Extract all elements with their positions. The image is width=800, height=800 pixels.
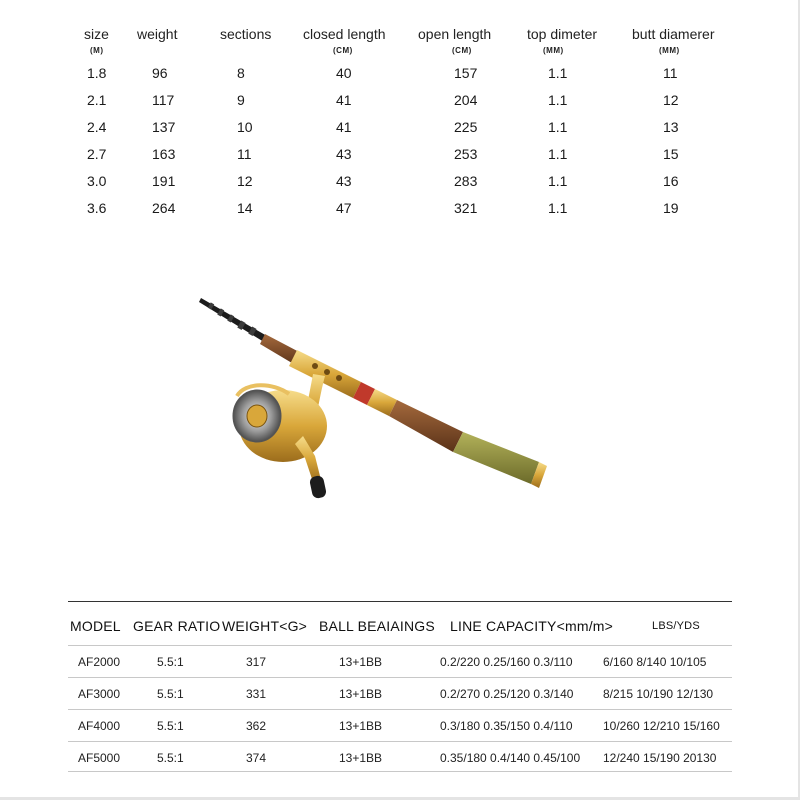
- cell-gear-ratio: 5.5:1: [157, 719, 184, 733]
- cell-closed-length: 43: [336, 146, 352, 162]
- cell-line-capacity: 0.2/220 0.25/160 0.3/110: [440, 655, 573, 669]
- cell-top-diameter: 1.1: [548, 65, 568, 81]
- cell-weight: 96: [152, 65, 168, 81]
- cell-sections: 12: [237, 173, 253, 189]
- header-weight: weight: [137, 26, 178, 42]
- cell-butt-diameter: 13: [663, 119, 679, 135]
- cell-ball-bearings: 13+1BB: [339, 687, 383, 701]
- cell-weight: 331: [246, 687, 267, 701]
- cell-butt-diameter: 19: [663, 200, 679, 216]
- row-divider: [68, 677, 732, 678]
- cell-size: 2.1: [87, 92, 107, 108]
- cell-sections: 10: [237, 119, 253, 135]
- table-row: [0, 65, 800, 85]
- cell-gear-ratio: 5.5:1: [157, 655, 184, 669]
- cell-size: 2.4: [87, 119, 107, 135]
- cell-closed-length: 43: [336, 173, 352, 189]
- header-line-capacity: LINE CAPACITY<mm/m>: [450, 618, 614, 634]
- table-row: [0, 719, 800, 735]
- cell-gear-ratio: 5.5:1: [157, 687, 184, 701]
- header-ball-bearings: BALL BEAIAINGS: [319, 618, 435, 634]
- cell-size: 2.7: [87, 146, 107, 162]
- reel-seat: [289, 350, 361, 398]
- cell-model: AF4000: [78, 719, 121, 733]
- header-gear-ratio: GEAR RATIO: [133, 618, 221, 634]
- table-row: [0, 687, 800, 703]
- cell-top-diameter: 1.1: [548, 146, 568, 162]
- cell-ball-bearings: 13+1BB: [339, 655, 383, 669]
- table-top-rule: [68, 601, 732, 602]
- cell-open-length: 204: [454, 92, 478, 108]
- header-top-diameter: top dimeter: [527, 26, 598, 42]
- spinning-reel: [233, 385, 327, 499]
- cell-model: AF2000: [78, 655, 121, 669]
- cell-weight: 137: [152, 119, 176, 135]
- cell-line-capacity: 0.2/270 0.25/120 0.3/140: [440, 687, 574, 701]
- cell-sections: 11: [237, 146, 252, 162]
- unit-closed-length: (CM): [333, 46, 353, 55]
- rod-handle: [453, 432, 539, 484]
- cell-open-length: 321: [454, 200, 478, 216]
- cell-line-capacity: 0.35/180 0.4/140 0.45/100: [440, 751, 581, 765]
- cell-lbs-yds: 8/215 10/190 12/130: [603, 687, 714, 701]
- cell-butt-diameter: 16: [663, 173, 679, 189]
- spec-table-header: [0, 26, 800, 60]
- cell-closed-length: 41: [336, 119, 352, 135]
- header-butt-diameter: butt diamerer: [632, 26, 715, 42]
- cell-weight: 317: [246, 655, 267, 669]
- row-divider: [68, 741, 732, 742]
- cell-closed-length: 47: [336, 200, 352, 216]
- unit-top-diameter: (MM): [543, 46, 564, 55]
- cell-open-length: 283: [454, 173, 478, 189]
- table-row: [0, 92, 800, 112]
- cell-top-diameter: 1.1: [548, 200, 568, 216]
- cell-closed-length: 41: [336, 92, 352, 108]
- table-row: [0, 751, 800, 767]
- cell-top-diameter: 1.1: [548, 173, 568, 189]
- cell-size: 3.0: [87, 173, 107, 189]
- cell-weight: 374: [246, 751, 267, 765]
- cell-model: AF3000: [78, 687, 121, 701]
- cell-butt-diameter: 11: [663, 65, 678, 81]
- cell-lbs-yds: 6/160 8/140 10/105: [603, 655, 707, 669]
- cell-sections: 9: [237, 92, 245, 108]
- cell-weight: 163: [152, 146, 176, 162]
- header-lbs-yds: LBS/YDS: [652, 620, 700, 632]
- row-divider: [68, 645, 732, 646]
- cell-size: 3.6: [87, 200, 107, 216]
- unit-butt-diameter: (MM): [659, 46, 680, 55]
- cell-weight: 362: [246, 719, 267, 733]
- cell-model: AF5000: [78, 751, 121, 765]
- cell-sections: 14: [237, 200, 253, 216]
- header-model: MODEL: [70, 618, 121, 634]
- table-row: [0, 655, 800, 671]
- unit-size: (M): [90, 46, 104, 55]
- unit-open-length: (CM): [452, 46, 472, 55]
- cell-sections: 8: [237, 65, 245, 81]
- cell-closed-length: 40: [336, 65, 352, 81]
- header-sections: sections: [220, 26, 272, 42]
- cell-ball-bearings: 13+1BB: [339, 719, 383, 733]
- model-table-header: [0, 618, 800, 638]
- cell-butt-diameter: 15: [663, 146, 679, 162]
- rod-tip: [199, 298, 267, 342]
- cell-gear-ratio: 5.5:1: [157, 751, 184, 765]
- cell-top-diameter: 1.1: [548, 119, 568, 135]
- cell-butt-diameter: 12: [663, 92, 679, 108]
- header-open-length: open length: [418, 26, 492, 42]
- table-row: [0, 173, 800, 193]
- header-closed-length: closed length: [303, 26, 386, 42]
- header-size: size: [84, 26, 109, 42]
- fishing-rod-reel-image: [185, 286, 565, 506]
- cell-weight: 117: [152, 92, 175, 108]
- cell-weight: 191: [152, 173, 176, 189]
- table-row: [0, 146, 800, 166]
- cell-lbs-yds: 12/240 15/190 20130: [603, 751, 717, 765]
- cell-size: 1.8: [87, 65, 107, 81]
- cell-open-length: 157: [454, 65, 478, 81]
- cell-open-length: 225: [454, 119, 478, 135]
- cell-open-length: 253: [454, 146, 478, 162]
- table-row: [0, 119, 800, 139]
- cell-ball-bearings: 13+1BB: [339, 751, 383, 765]
- cell-line-capacity: 0.3/180 0.35/150 0.4/110: [440, 719, 573, 733]
- cell-top-diameter: 1.1: [548, 92, 568, 108]
- rod-lower-blank: [389, 400, 463, 452]
- header-weight: WEIGHT<G>: [222, 618, 308, 634]
- cell-lbs-yds: 10/260 12/210 15/160: [603, 719, 720, 733]
- row-divider: [68, 771, 732, 772]
- row-divider: [68, 709, 732, 710]
- cell-weight: 264: [152, 200, 176, 216]
- table-row: [0, 200, 800, 220]
